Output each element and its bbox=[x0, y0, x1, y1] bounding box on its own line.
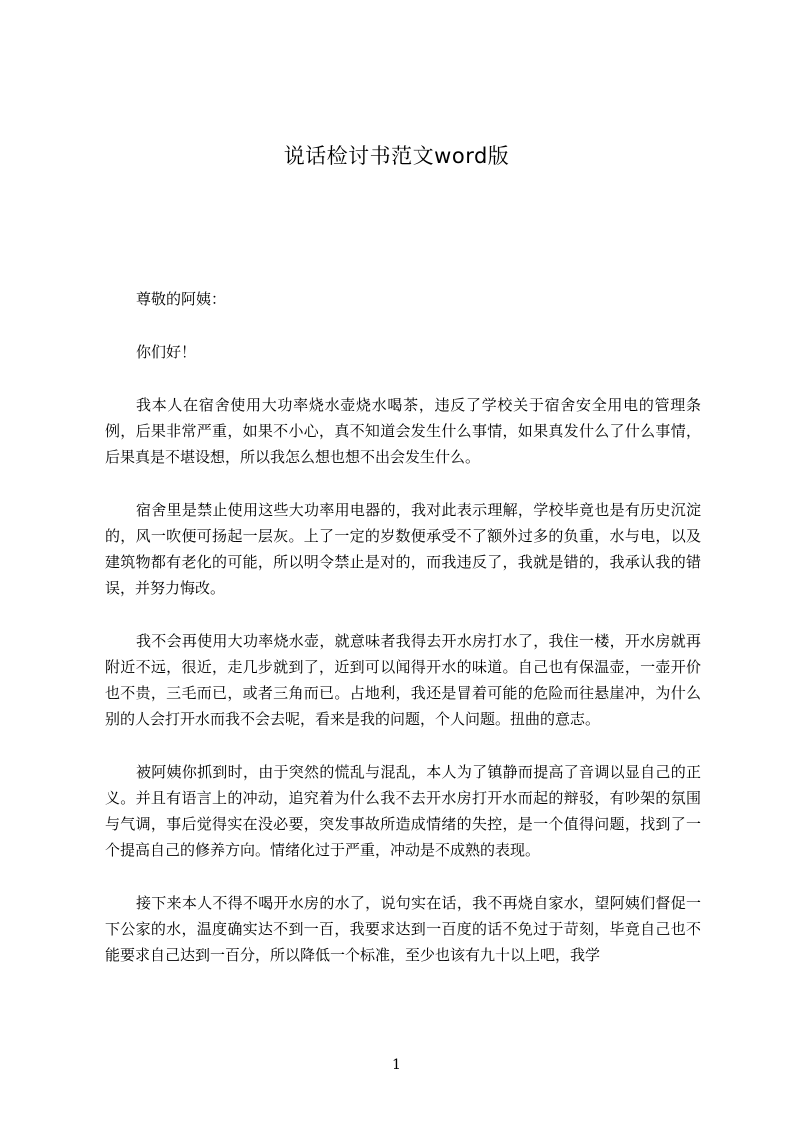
document-title: 说话检讨书范文word版 bbox=[283, 144, 510, 168]
page-number: 1 bbox=[392, 1057, 401, 1073]
body-paragraph: 我不会再使用大功率烧水壶，就意味者我得去开水房打水了，我住一楼，开水房就再附近不远，很近，走几步就到了，近到可以闻得开水的味道。自己也有保温壶，一壶开价也不贵，三毛而已，或者三角而已。占地利，我还是冒着可能的危险而往悬崖冲，为什么别的人会打开水而我不会去呢，看来是我的问题，个人问题。扭曲的意志。 bbox=[105, 632, 701, 728]
body-paragraph: 接下来本人不得不喝开水房的水了，说句实在话，我不再烧自家水，望阿姨们督促一下公家的水，温度确实达不到一百，我要求达到一百度的话不免过于苛刻，毕竟自己也不能要求自己达到一百分，所以降低一个标准，至少也该有九十以上吧，我学 bbox=[105, 894, 701, 964]
body-paragraph: 宿舍里是禁止使用这些大功率用电器的，我对此表示理解，学校毕竟也是有历史沉淀的，风一吹便可扬起一层灰。上了一定的岁数便承受不了额外过多的负重，水与电，以及建筑物都有老化的可能，所以明令禁止是对的，而我违反了，我就是错的，我承认我的错误，并努力悔改。 bbox=[105, 501, 701, 597]
document-body bbox=[105, 286, 701, 995]
body-paragraph: 我本人在宿舍使用大功率烧水壶烧水喝茶，违反了学校关于宿舍安全用电的管理条例，后果非常严重，如果不小心，真不知道会发生什么事情，如果真发什么了什么事情，后果真是不堪设想，所以我怎么想也想不出会发生什么。 bbox=[105, 396, 701, 466]
salutation-paragraph: 尊敬的阿姨： bbox=[136, 290, 227, 308]
body-paragraph: 被阿姨你抓到时，由于突然的慌乱与混乱，本人为了镇静而提高了音调以显自己的正义。并且有语言上的冲动，追究着为什么我不去开水房打开水而起的辩驳，有吵架的氛围与气调，事后觉得实在没必要，突发事故所造成情绪的失控，是一个值得问题，找到了一个提高自己的修养方向。情绪化过于严重，冲动是不成熟的表现。 bbox=[105, 763, 701, 859]
greeting-paragraph: 你们好！ bbox=[136, 343, 197, 361]
